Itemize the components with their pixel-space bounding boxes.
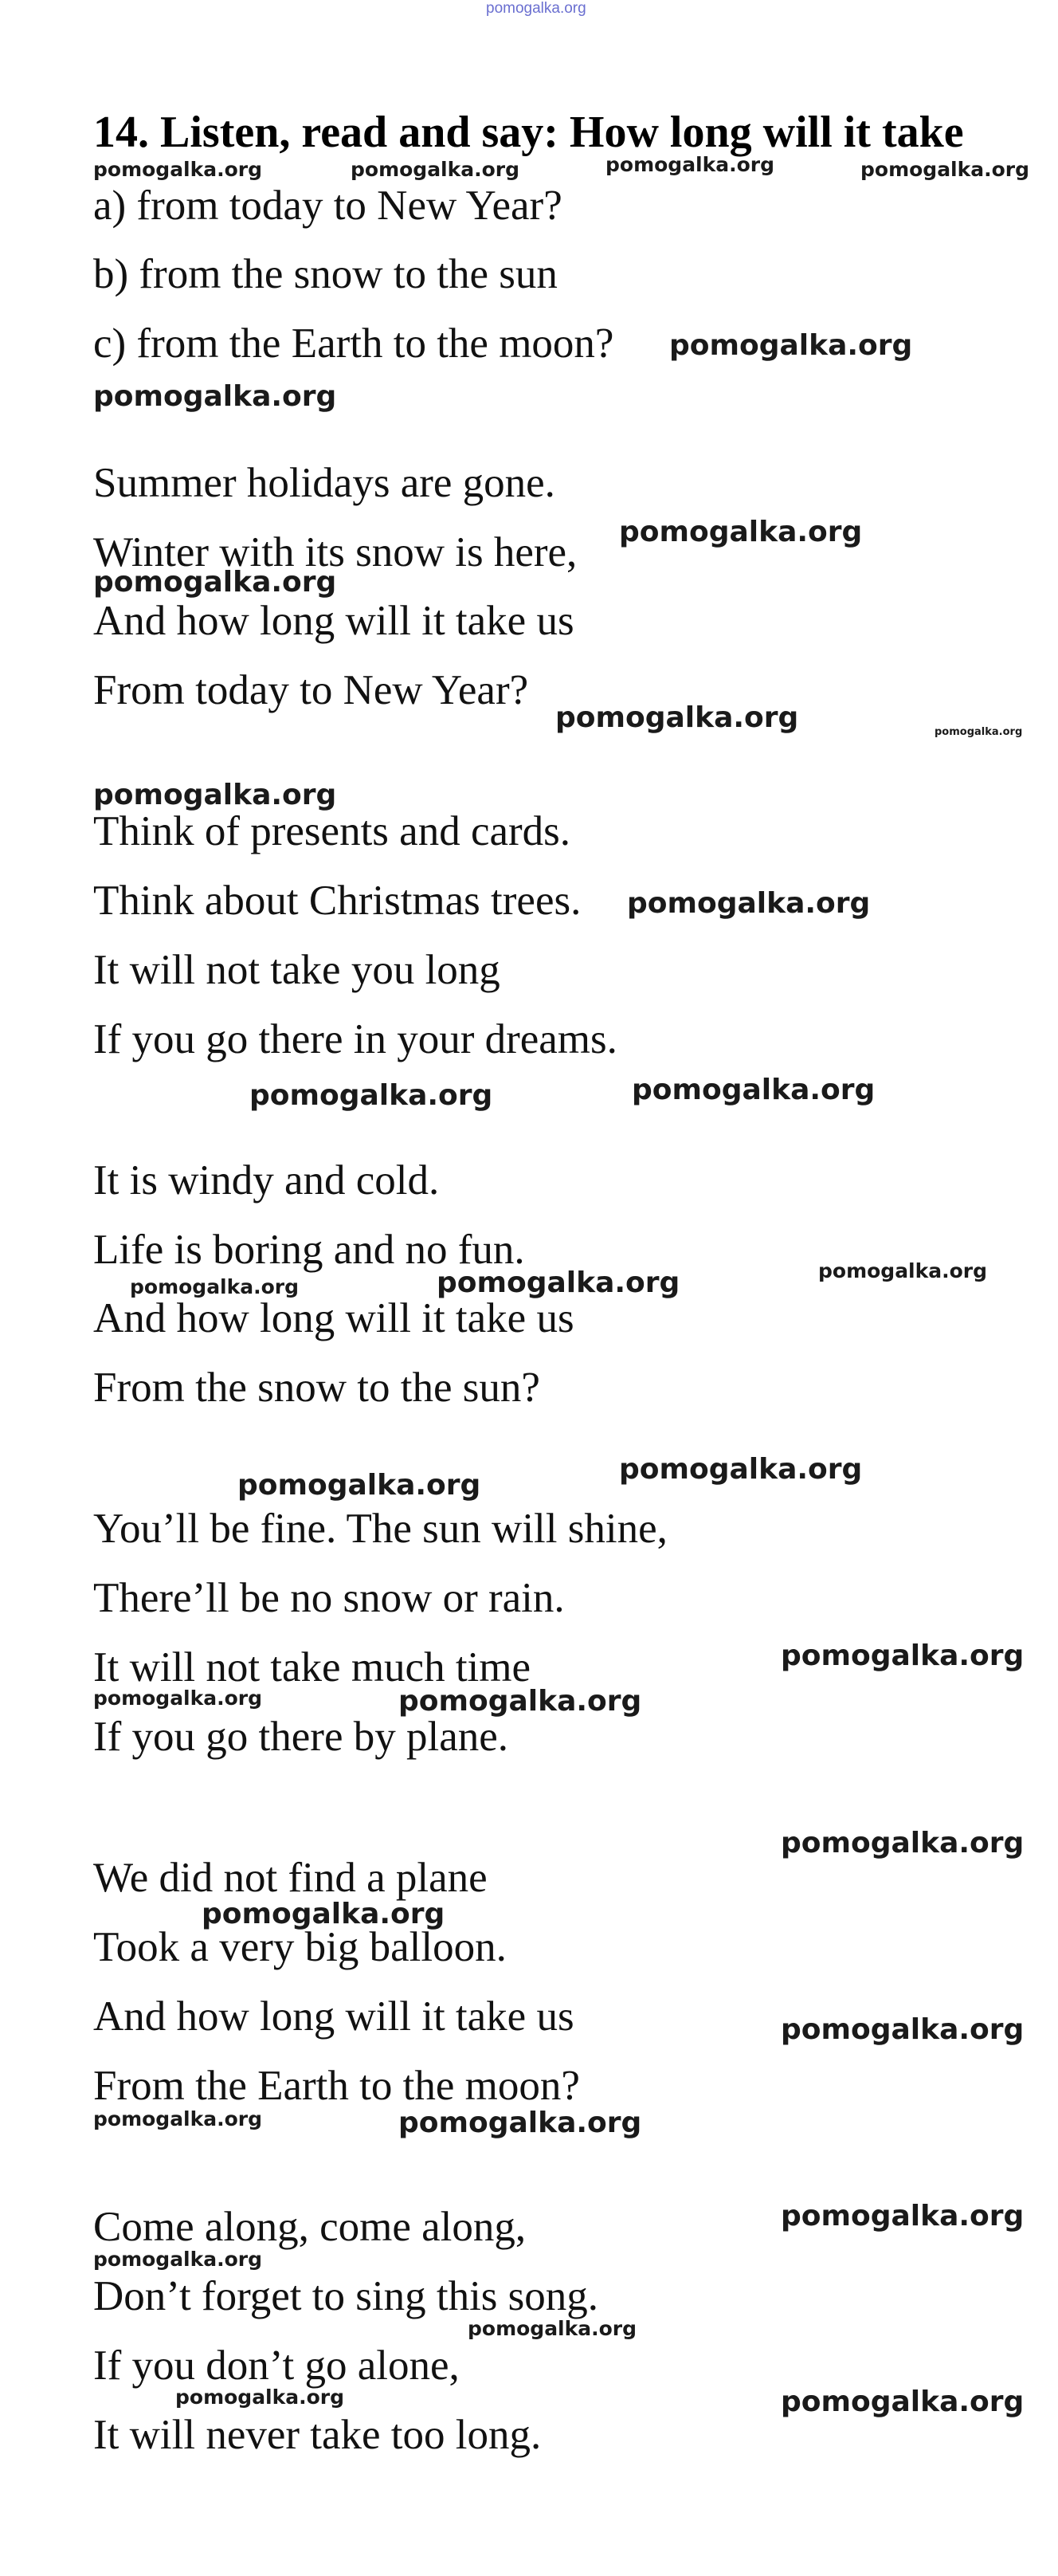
- watermark: pomogalka.org: [93, 158, 263, 181]
- poem-line: Winter with its snow is here,: [93, 529, 578, 575]
- watermark: pomogalka.org: [781, 2200, 1025, 2232]
- poem-line: From the snow to the sun?: [93, 1365, 540, 1411]
- poem-line: It will not take you long: [93, 947, 500, 993]
- watermark: pomogalka.org: [130, 1275, 300, 1298]
- poem-line: If you go there by plane.: [93, 1714, 508, 1760]
- poem-line: And how long will it take us: [93, 598, 574, 644]
- watermark: pomogalka.org: [249, 1079, 493, 1112]
- poem-line: From the Earth to the moon?: [93, 2063, 580, 2109]
- watermark: pomogalka.org: [351, 158, 520, 181]
- poem-line: If you go there in your dreams.: [93, 1016, 617, 1062]
- poem-line: We did not find a plane: [93, 1855, 488, 1901]
- question-b: b) from the snow to the sun: [93, 251, 558, 297]
- watermark: pomogalka.org: [93, 2107, 263, 2130]
- watermark: pomogalka.org: [93, 2248, 263, 2271]
- watermark: pomogalka.org: [935, 726, 1023, 738]
- watermark: pomogalka.org: [237, 1469, 481, 1502]
- exercise-title: 14. Listen, read and say: How long will it take: [93, 108, 964, 157]
- poem-line: And how long will it take us: [93, 1993, 574, 2040]
- watermark: pomogalka.org: [202, 1898, 445, 1930]
- poem-line: Took a very big balloon.: [93, 1924, 507, 1970]
- poem-line: Don’t forget to sing this song.: [93, 2273, 599, 2319]
- poem-line: And how long will it take us: [93, 1295, 574, 1341]
- watermark: pomogalka.org: [619, 516, 863, 548]
- watermark: pomogalka.org: [781, 2386, 1025, 2418]
- poem-line: It is windy and cold.: [93, 1157, 440, 1204]
- watermark: pomogalka.org: [669, 329, 913, 362]
- watermark: pomogalka.org: [555, 701, 799, 734]
- poem-line: Think of presents and cards.: [93, 808, 571, 854]
- poem-line: Think about Christmas trees.: [93, 878, 582, 924]
- watermark: pomogalka.org: [398, 2107, 642, 2139]
- poem-line: It will not take much time: [93, 1644, 531, 1690]
- watermark: pomogalka.org: [93, 779, 337, 811]
- watermark: pomogalka.org: [781, 1639, 1025, 1672]
- watermark: pomogalka.org: [468, 2317, 637, 2340]
- watermark: pomogalka.org: [437, 1266, 680, 1299]
- watermark: pomogalka.org: [627, 887, 871, 920]
- header-watermark: pomogalka.org: [486, 0, 586, 17]
- watermark: pomogalka.org: [93, 380, 337, 413]
- watermark: pomogalka.org: [619, 1453, 863, 1486]
- watermark: pomogalka.org: [781, 2013, 1025, 2046]
- poem-line: If you don’t go alone,: [93, 2342, 460, 2389]
- question-a: a) from today to New Year?: [93, 183, 562, 229]
- poem-line: There’ll be no snow or rain.: [93, 1575, 565, 1621]
- watermark: pomogalka.org: [175, 2386, 345, 2409]
- watermark: pomogalka.org: [93, 566, 337, 599]
- watermark: pomogalka.org: [398, 1685, 642, 1718]
- poem-line: It will never take too long.: [93, 2412, 542, 2458]
- watermark: pomogalka.org: [781, 1827, 1025, 1859]
- poem-line: You’ll be fine. The sun will shine,: [93, 1506, 668, 1552]
- watermark: pomogalka.org: [818, 1259, 988, 1282]
- watermark: pomogalka.org: [93, 1687, 263, 1710]
- poem-line: Life is boring and no fun.: [93, 1227, 525, 1273]
- watermark: pomogalka.org: [605, 153, 775, 176]
- poem-line: Summer holidays are gone.: [93, 460, 555, 506]
- poem-line: From today to New Year?: [93, 667, 529, 713]
- question-c: c) from the Earth to the moon?: [93, 320, 614, 367]
- watermark: pomogalka.org: [632, 1074, 876, 1106]
- poem-line: Come along, come along,: [93, 2204, 527, 2250]
- watermark: pomogalka.org: [860, 158, 1030, 181]
